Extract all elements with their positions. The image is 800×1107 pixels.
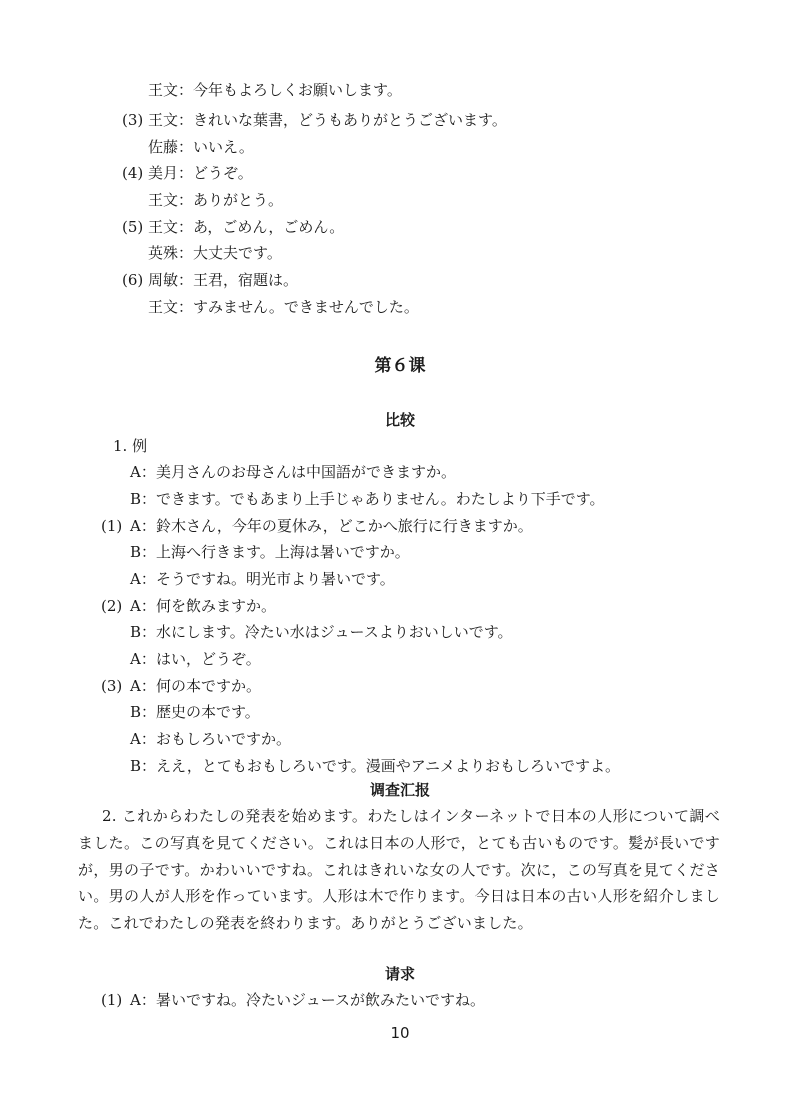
dialogue-line	[101, 676, 261, 696]
dialogue-line	[148, 80, 402, 100]
utterance: そうですね。明光市より暑いです。	[156, 570, 395, 588]
item-number: (1)	[101, 517, 123, 535]
speaker: A：	[130, 991, 156, 1009]
item-number: (3)	[101, 677, 123, 695]
utterance: 水にします。冷たい水はジュースよりおいしいです。	[156, 623, 513, 641]
item-number: (6)	[122, 271, 144, 289]
dialogue-line	[130, 542, 410, 562]
speaker: 佐藤：	[148, 138, 194, 156]
speaker: A：	[130, 517, 156, 535]
speaker: 英殊：	[148, 244, 194, 262]
utterance: いいえ。	[193, 138, 254, 156]
utterance: 大丈夫です。	[193, 244, 282, 262]
speaker: 王文：	[148, 191, 194, 209]
section-title-report: 调查汇报	[369, 781, 430, 799]
dialogue-line	[148, 243, 282, 263]
utterance: 美月さんのお母さんは中国語ができますか。	[156, 463, 457, 481]
item-number: (1)	[101, 991, 123, 1009]
dialogue-line	[130, 462, 456, 482]
dialogue-line	[122, 110, 507, 130]
utterance: きれいな葉書，どうもありがとうございます。	[193, 111, 507, 129]
lesson-title: 第６课	[374, 356, 426, 376]
dialogue-line	[130, 569, 395, 589]
utterance: どうぞ。	[193, 164, 253, 182]
utterance: ありがとう。	[193, 191, 284, 209]
speaker: A：	[130, 463, 156, 481]
dialogue-line	[122, 217, 344, 237]
speaker: 周敏：	[148, 271, 194, 289]
utterance: 暑いですね。冷たいジュースが飲みたいですね。	[156, 991, 485, 1009]
dialogue-line	[101, 516, 533, 536]
speaker: 王文：	[148, 298, 194, 316]
speaker: 王文：	[148, 111, 194, 129]
dialogue-line	[148, 297, 419, 317]
item-label: 1. 例	[113, 437, 148, 455]
report-paragraph: 2. これからわたしの発表を始めます。わたしはインターネットで日本の人形について調べました。この写真を見てください。これは日本の人形で，とても古いものです。髪が長いですが，男の子です。かわいいですね。これはきれいな女の人です。次に，この写真を見てください。男の人が人形を作っています。人形は木で作ります。今日は日本の古い人形を紹介しました。これでわたしの発表を終わります。ありがとうございました。	[78, 807, 720, 933]
utterance: 上海へ行きます。上海は暑いですか。	[156, 543, 410, 561]
item-number: (2)	[101, 597, 123, 615]
page-number: 10	[390, 1024, 410, 1042]
speaker: A：	[130, 730, 156, 748]
item-number: (4)	[122, 164, 144, 182]
speaker: B：	[130, 623, 157, 641]
utterance: はい，どうぞ。	[156, 650, 261, 668]
utterance: 何を飲みますか。	[156, 597, 277, 615]
utterance: あ，ごめん，ごめん。	[193, 218, 345, 236]
dialogue-line	[130, 649, 261, 669]
dialogue-line	[130, 622, 513, 642]
speaker: 王文：	[148, 218, 194, 236]
speaker: 美月：	[148, 164, 194, 182]
dialogue-line	[130, 489, 605, 509]
item-number: (5)	[122, 218, 144, 236]
dialogue-line	[148, 190, 283, 210]
speaker: 王文：	[148, 81, 194, 99]
utterance: 何の本ですか。	[156, 677, 262, 695]
utterance: おもしろいですか。	[156, 730, 292, 748]
speaker: B：	[130, 703, 157, 721]
utterance: 歴史の本です。	[156, 703, 260, 721]
dialogue-line	[130, 702, 260, 722]
dialogue-line	[101, 990, 485, 1010]
utterance: すみません。できませんでした。	[193, 298, 419, 316]
dialogue-line	[101, 596, 276, 616]
speaker: B：	[130, 757, 157, 775]
dialogue-line	[130, 729, 291, 749]
dialogue-line	[122, 270, 298, 290]
dialogue-line	[148, 137, 254, 157]
utterance: 鈴木さん，今年の夏休み，どこかへ旅行に行きますか。	[156, 517, 533, 535]
utterance: ええ，とてもおもしろいです。漫画やアニメよりおもしろいですよ。	[156, 757, 620, 775]
item-number: (3)	[122, 111, 144, 129]
speaker: B：	[130, 543, 157, 561]
speaker: A：	[130, 570, 156, 588]
dialogue-line	[130, 756, 620, 776]
speaker: B：	[130, 490, 157, 508]
speaker: A：	[130, 597, 156, 615]
utterance: 今年もよろしくお願いします。	[193, 81, 402, 99]
section-title-request: 请求	[384, 965, 415, 983]
speaker: A：	[130, 650, 156, 668]
speaker: A：	[130, 677, 156, 695]
utterance: 王君，宿題は。	[193, 271, 299, 289]
dialogue-line	[122, 163, 253, 183]
section-title-compare: 比较	[384, 411, 415, 429]
utterance: できます。でもあまり上手じゃありません。わたしより下手です。	[156, 490, 605, 508]
